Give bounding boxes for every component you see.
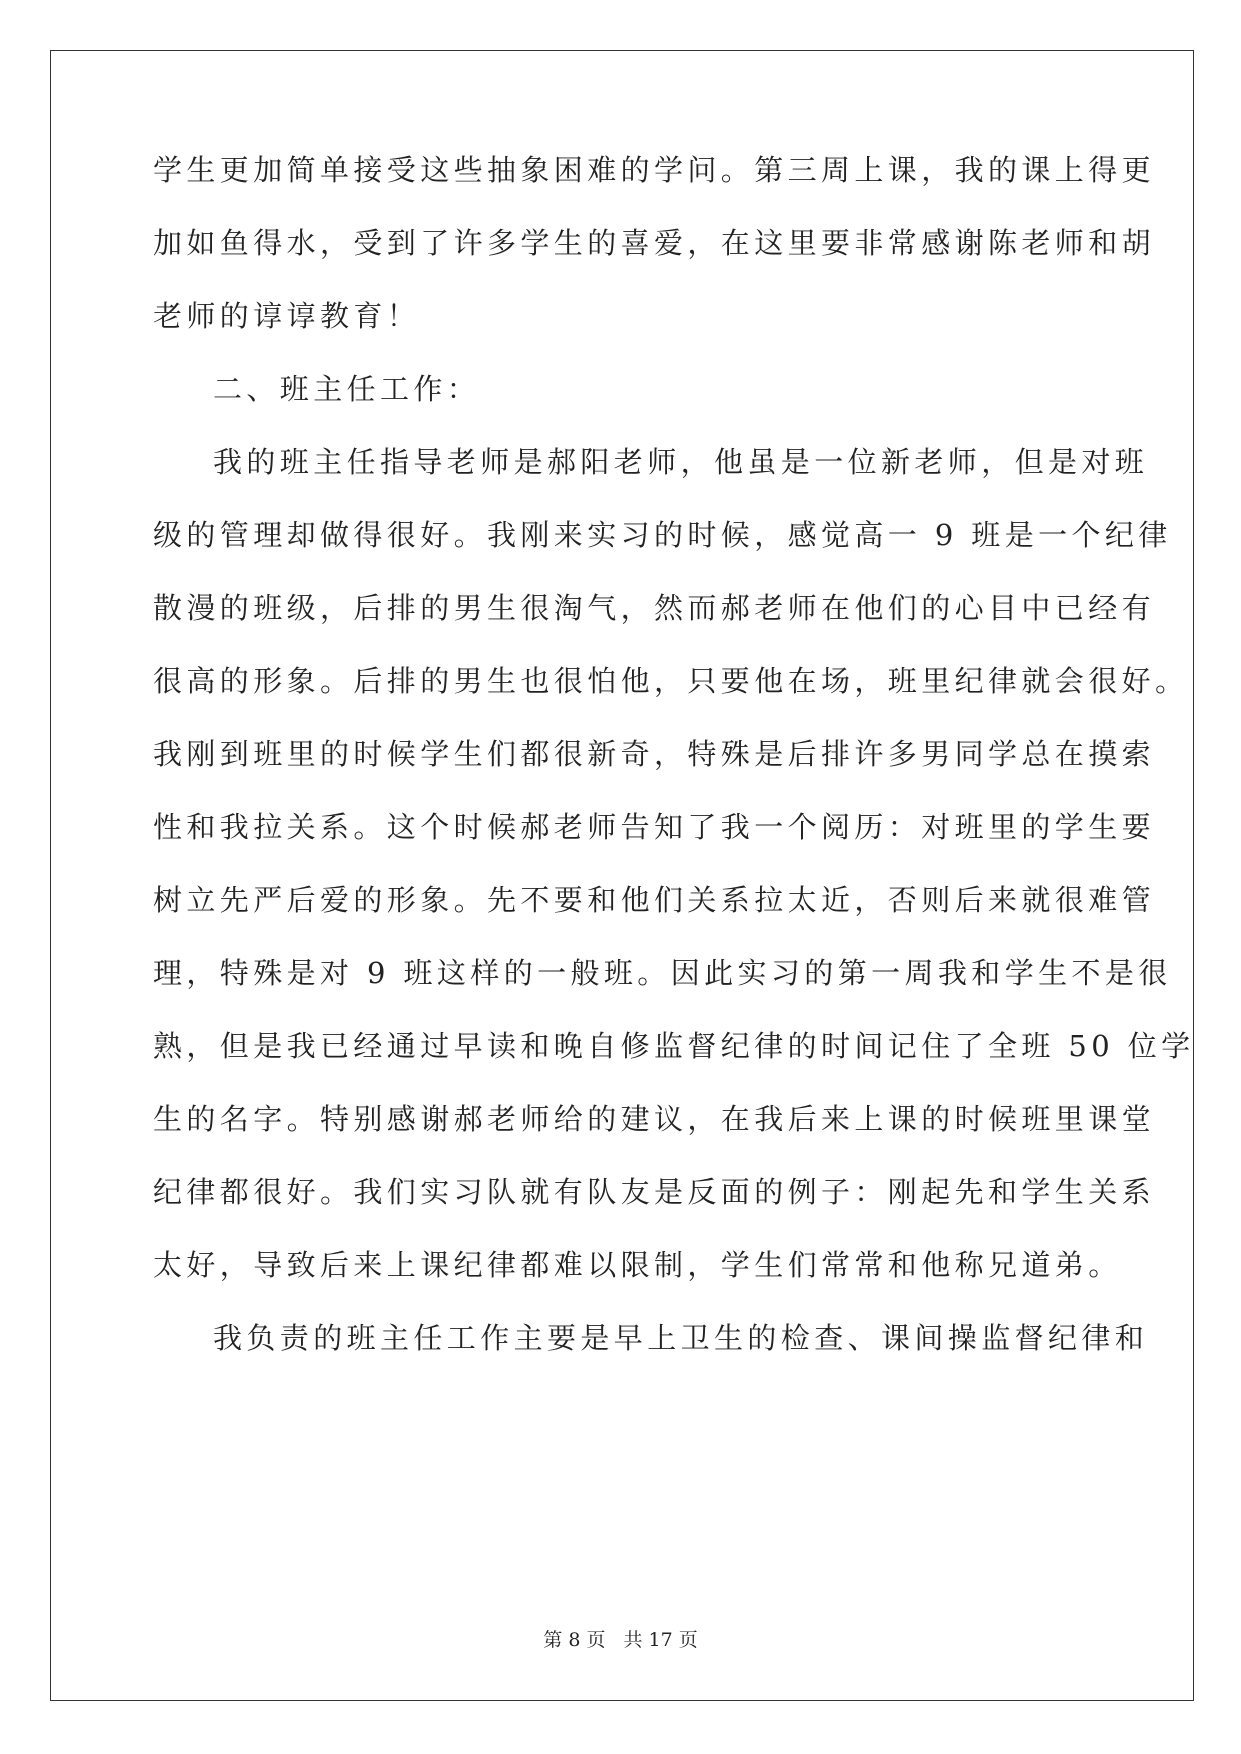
page-footer [0,1628,1241,1652]
text-line: 熟，但是我已经通过早读和晚自修监督纪律的时间记住了全班 50 位学 [153,1029,1195,1063]
text-line: 学生更加简单接受这些抽象困难的学问。第三周上课，我的课上得更 [153,153,1156,187]
text-line: 我的班主任指导老师是郝阳老师，他虽是一位新老师，但是对班 [213,445,1149,479]
page-total: 共 17 页 [623,1629,698,1651]
section-heading: 二、班主任工作： [213,372,481,406]
text-line: 我刚到班里的时候学生们都很新奇，特殊是后排许多男同学总在摸索 [153,737,1156,771]
text-line: 性和我拉关系。这个时候郝老师告知了我一个阅历：对班里的学生要 [153,810,1156,844]
page-number: 第 8 页 [543,1629,606,1651]
text-line: 树立先严后爱的形象。先不要和他们关系拉太近，否则后来就很难管 [153,883,1156,917]
text-line: 纪律都很好。我们实习队就有队友是反面的例子：刚起先和学生关系 [153,1175,1156,1209]
text-line: 太好，导致后来上课纪律都难以限制，学生们常常和他称兄道弟。 [153,1248,1122,1282]
text-line: 我负责的班主任工作主要是早上卫生的检查、课间操监督纪律和 [213,1321,1149,1355]
text-line: 生的名字。特别感谢郝老师给的建议，在我后来上课的时候班里课堂 [153,1102,1156,1136]
text-line: 老师的谆谆教育！ [153,299,421,333]
text-line: 散漫的班级，后排的男生很淘气，然而郝老师在他们的心目中已经有 [153,591,1156,625]
text-line: 很高的形象。后排的男生也很怕他，只要他在场，班里纪律就会很好。 [153,664,1189,698]
text-line: 级的管理却做得很好。我刚来实习的时候，感觉高一 9 班是一个纪律 [153,518,1172,552]
text-line: 加如鱼得水，受到了许多学生的喜爱，在这里要非常感谢陈老师和胡 [153,226,1156,260]
text-line: 理，特殊是对 9 班这样的一般班。因此实习的第一周我和学生不是很 [153,956,1172,990]
